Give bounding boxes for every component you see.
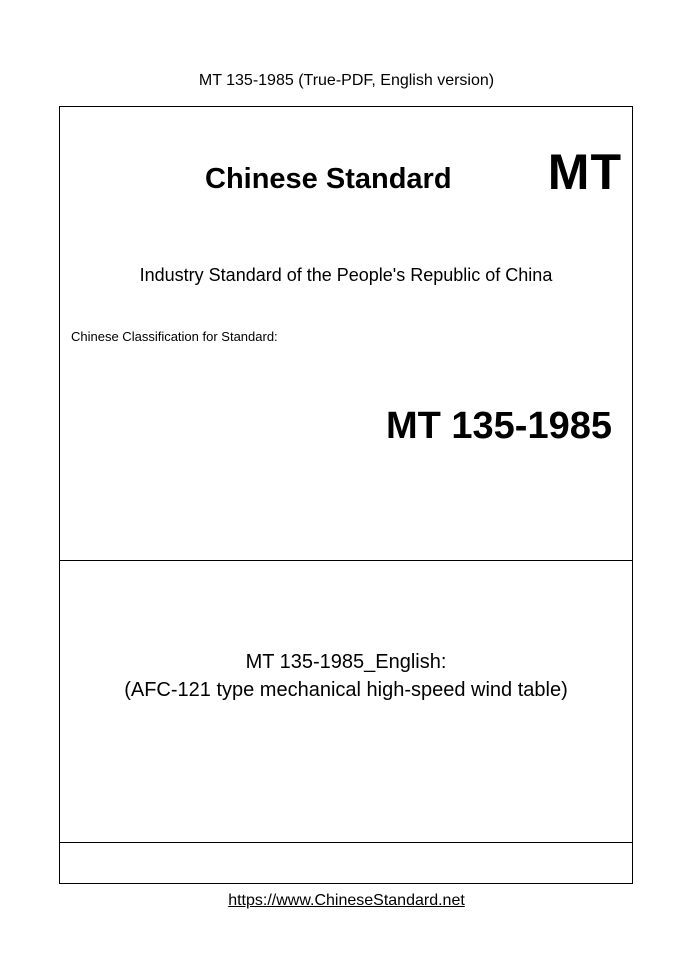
classification-label: Chinese Classification for Standard: <box>71 329 278 344</box>
website-link[interactable]: https://www.ChineseStandard.net <box>228 892 465 909</box>
cover-frame <box>59 106 633 884</box>
cover-title-section <box>60 561 632 843</box>
page-header: MT 135-1985 (True-PDF, English version) <box>198 72 495 89</box>
standard-logo: MT <box>547 144 622 200</box>
english-title-line-1: MT 135-1985_English: <box>245 651 447 673</box>
cover-title: Chinese Standard <box>205 163 452 195</box>
cover-bottom-section <box>60 843 632 883</box>
english-title-line-2: (AFC-121 type mechanical high-speed wind table) <box>124 679 568 701</box>
industry-standard-text: Industry Standard of the People's Republic of China <box>139 265 553 285</box>
standard-number: MT 135-1985 <box>385 405 612 447</box>
cover-top-section <box>60 107 632 561</box>
